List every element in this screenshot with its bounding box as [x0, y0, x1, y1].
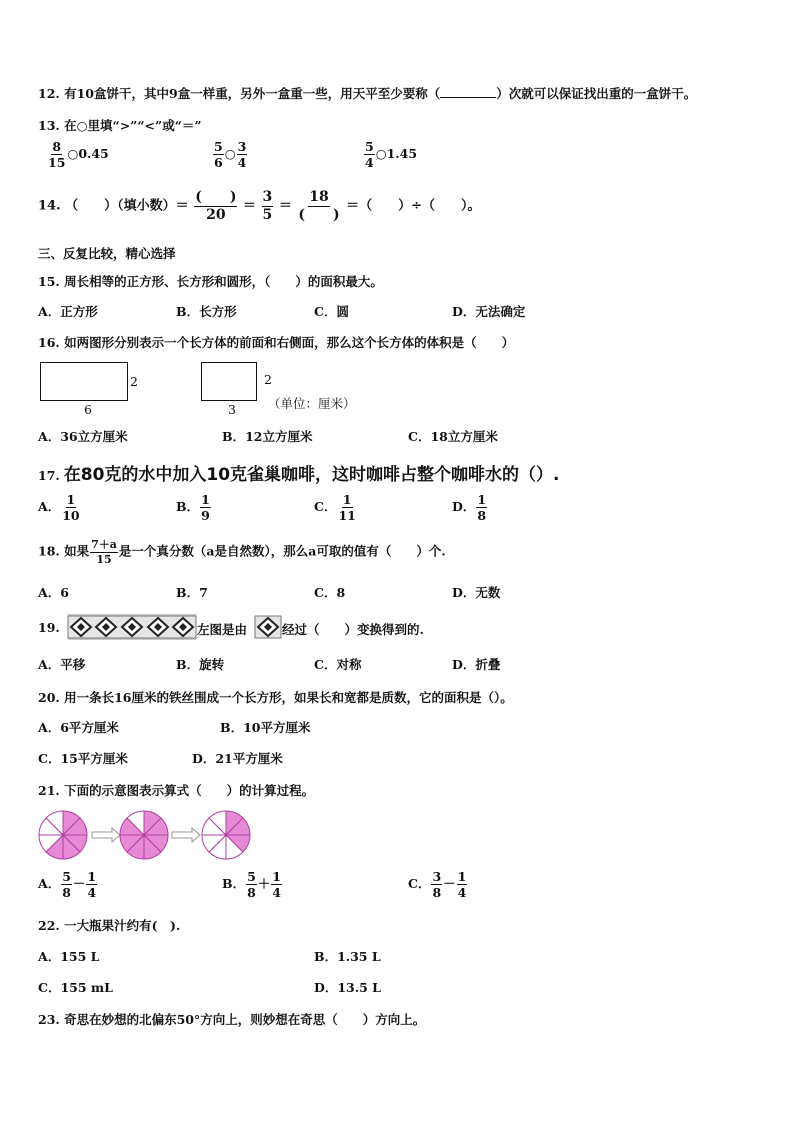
- fig2-width-label: 3: [228, 402, 236, 417]
- question-18: [38, 539, 446, 565]
- option-b[interactable]: B．1.35 L: [314, 949, 381, 964]
- option-c[interactable]: C． $\frac{1}{11}$: [314, 492, 356, 524]
- option-c[interactable]: C．18立方厘米: [408, 429, 498, 444]
- fraction: $\frac{5}{4}$: [365, 139, 374, 171]
- circle-step-two: [120, 811, 168, 859]
- question-number: 13.: [38, 118, 60, 133]
- equals: ＝: [278, 198, 292, 214]
- question-text: 一大瓶果汁约有( ).: [64, 918, 181, 933]
- q19-text2: 经过（ ）变换得到的.: [282, 622, 424, 637]
- front-face-rectangle: [40, 362, 128, 401]
- fraction: $\frac{7+a}{15}$: [91, 538, 117, 566]
- single-diamond-image: [255, 614, 281, 640]
- question-number: 21.: [38, 783, 60, 798]
- question-text: 在○里填“>”“<”或“＝”: [64, 118, 202, 133]
- option-d[interactable]: D．21平方厘米: [192, 751, 283, 766]
- question-text: 是一个真分数（a是自然数），那么a可取的值有（ ）个.: [118, 543, 446, 559]
- fraction: $\frac{3}{4}$: [237, 139, 247, 171]
- option-c[interactable]: C．155 mL: [38, 980, 113, 995]
- fraction: $\frac{8}{15}$: [48, 139, 66, 171]
- q13-item-a: [46, 140, 109, 169]
- pattern-strip-image: [68, 614, 196, 640]
- question-13: [38, 116, 202, 134]
- question-text: （ ）（填小数）＝: [65, 198, 189, 214]
- question-number: 20.: [38, 690, 60, 705]
- option-a[interactable]: A．平移: [38, 657, 86, 672]
- fig1-width-label: 6: [84, 402, 92, 417]
- question-22: [38, 916, 180, 934]
- fig1-height-label: 2: [130, 374, 138, 389]
- option-c[interactable]: C． $\frac{3}{8}$ － $\frac{1}{4}$: [408, 869, 467, 901]
- equals: ＝: [242, 198, 256, 214]
- question-16: [38, 333, 514, 351]
- fraction: $\frac{5}{6}$: [214, 139, 223, 171]
- q19-text1: 左图是由: [197, 622, 248, 637]
- unit-label: （单位：厘米）: [268, 396, 356, 411]
- fraction: $\frac{3}{5}$: [262, 189, 273, 223]
- option-b[interactable]: B．10平方厘米: [220, 720, 311, 735]
- question-text: ＝（ ）÷（ ）。: [346, 198, 481, 214]
- option-b[interactable]: B．旋转: [176, 657, 225, 672]
- question-number: 14.: [38, 198, 61, 214]
- question-text: 如两图形分别表示一个长方体的前面和右侧面，那么这个长方体的体积是（ ）: [64, 335, 515, 350]
- question-number: 18.: [38, 543, 60, 559]
- q13-item-b: [212, 140, 248, 169]
- question-text: 下面的示意图表示算式（ ）的计算过程。: [64, 783, 315, 798]
- option-c[interactable]: C．15平方厘米: [38, 751, 128, 766]
- circle-five-eighths: [39, 811, 87, 859]
- option-b[interactable]: B． $\frac{5}{8}$ ＋ $\frac{1}{4}$: [222, 869, 281, 901]
- question-number: 12.: [38, 86, 60, 101]
- option-a[interactable]: A． $\frac{5}{8}$ － $\frac{1}{4}$: [38, 869, 97, 901]
- option-b[interactable]: B． $\frac{1}{9}$: [176, 492, 210, 524]
- q13-item-c: [363, 140, 417, 169]
- fig2-height-label: 2: [264, 372, 272, 387]
- question-text: 如果: [64, 543, 90, 559]
- fraction-circles-diagram: [38, 809, 260, 861]
- option-d[interactable]: D． $\frac{1}{8}$: [452, 492, 487, 524]
- question-text: 用一条长16厘米的铁丝围成一个长方形，如果长和宽都是质数，它的面积是（）。: [64, 690, 513, 705]
- option-c[interactable]: C．对称: [314, 657, 362, 672]
- circle-three-eighths: [202, 811, 250, 859]
- question-17: [38, 460, 560, 485]
- question-number: 15.: [38, 274, 60, 289]
- arrow-right-icon-1: [92, 828, 120, 842]
- compare-text: ○1.45: [375, 146, 418, 162]
- option-a[interactable]: A．6: [38, 585, 69, 600]
- option-a[interactable]: A． $\frac{1}{10}$: [38, 492, 80, 524]
- question-text: 周长相等的正方形、长方形和圆形，（ ）的面积最大。: [64, 274, 383, 289]
- option-a[interactable]: A．6平方厘米: [38, 720, 119, 735]
- question-number: 16.: [38, 335, 60, 350]
- side-face-rectangle: [201, 362, 257, 401]
- answer-blank[interactable]: [440, 86, 496, 98]
- option-a[interactable]: A．正方形: [38, 304, 98, 319]
- option-a[interactable]: A．155 L: [38, 949, 100, 964]
- option-d[interactable]: D．13.5 L: [314, 980, 381, 995]
- fraction: $\frac{18}{( )}$: [298, 189, 340, 223]
- question-number: 23.: [38, 1012, 60, 1027]
- question-text-cont: ）次就可以保证找出重的一盒饼干。: [496, 86, 697, 101]
- question-15: [38, 272, 383, 290]
- option-d[interactable]: D．无数: [452, 585, 501, 600]
- question-text: 奇思在妙想的北偏东50°方向上，则妙想在奇思（ ）方向上。: [64, 1012, 426, 1027]
- question-number: 17.: [38, 468, 60, 483]
- question-20: [38, 688, 513, 706]
- option-c[interactable]: C．8: [314, 585, 346, 600]
- option-a[interactable]: A．36立方厘米: [38, 429, 128, 444]
- q19-number: 19.: [38, 620, 60, 635]
- compare-circle[interactable]: ○: [224, 146, 236, 162]
- question-number: 22.: [38, 918, 60, 933]
- question-14: [38, 190, 481, 222]
- option-c[interactable]: C．圆: [314, 304, 349, 319]
- compare-text: ○0.45: [67, 146, 109, 162]
- arrow-right-icon-2: [172, 828, 200, 842]
- question-21: [38, 781, 314, 799]
- fraction: $\frac{( )}{20}$: [195, 189, 237, 223]
- section-title: 三、反复比较，精心选择: [38, 246, 176, 261]
- option-b[interactable]: B．长方形: [176, 304, 237, 319]
- question-text: 在80克的水中加入10克雀巢咖啡，这时咖啡占整个咖啡水的（）.: [63, 465, 560, 485]
- option-b[interactable]: B．7: [176, 585, 208, 600]
- question-text: 有10盒饼干，其中9盒一样重，另外一盒重一些，用天平至少要称（: [64, 86, 441, 101]
- question-23: [38, 1010, 425, 1028]
- option-b[interactable]: B．12立方厘米: [222, 429, 313, 444]
- option-d[interactable]: D．折叠: [452, 657, 501, 672]
- question-12: [38, 84, 696, 102]
- option-d[interactable]: D．无法确定: [452, 304, 526, 319]
